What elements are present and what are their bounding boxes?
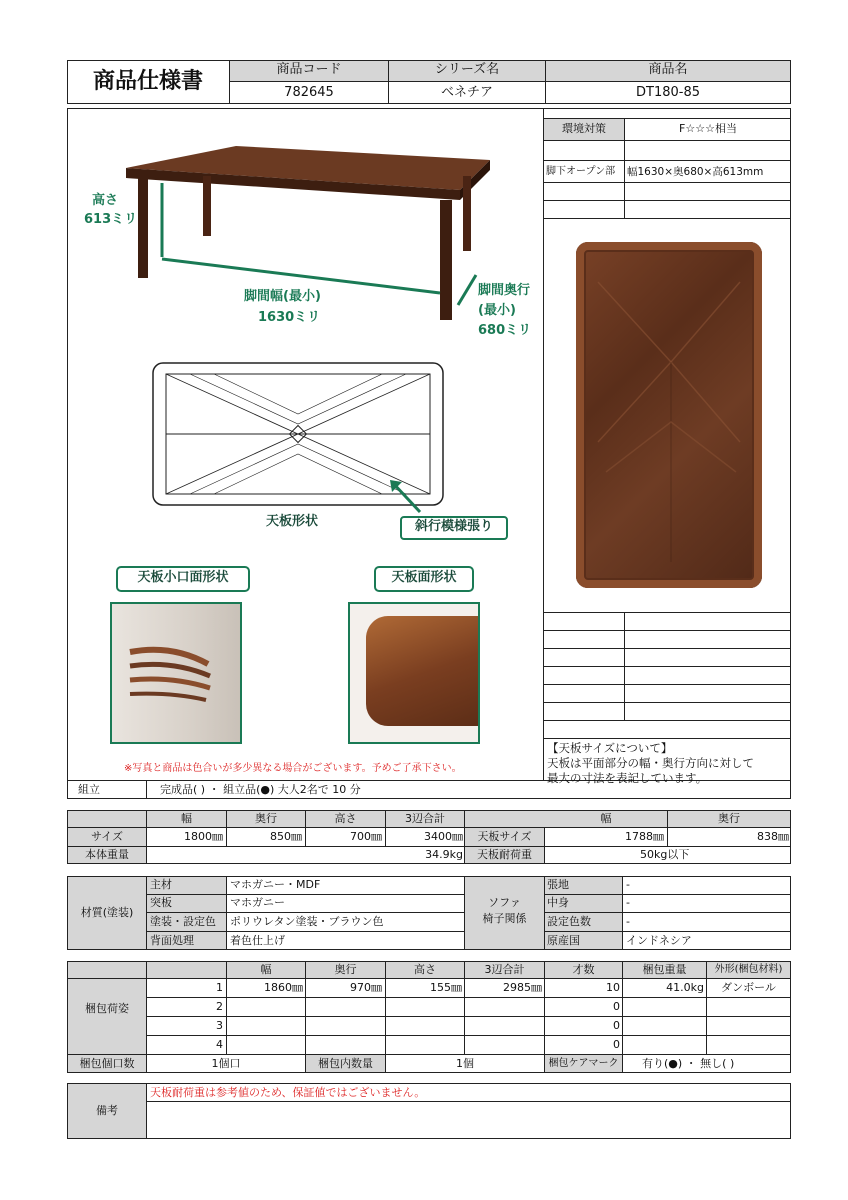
top-width: 1788㎜ [625,830,664,843]
sofa-value: インドネシア [626,934,692,947]
packing-row-number: 3 [216,1019,223,1032]
veneer-pattern [576,242,762,588]
material-key: 背面処理 [150,934,194,947]
remarks-text: 天板耐荷重は参考値のため、保証値ではございません。 [150,1086,426,1099]
size-header-height: 高さ [334,812,357,825]
product-name: DT180-85 [636,85,700,100]
care-mark-value: 有り(●) ・ 無し( ) [642,1057,735,1070]
sofa-key: 張地 [547,878,569,891]
material-value: ポリウレタン塗装・ブラウン色 [230,915,384,928]
packing-header: 幅 [260,963,272,976]
remarks-label: 備考 [96,1104,118,1117]
sofa-label-sub: 椅子関係 [482,912,527,925]
edge-shape-photo [110,602,242,744]
packing-header: 外形(梱包材料) [714,964,783,975]
packing-cell: ダンボール [721,981,776,994]
sofa-value: - [626,878,630,891]
env-label: 環境対策 [562,122,606,135]
leg-label: 脚下オープン部 [546,166,616,177]
tabletop-photo [576,242,762,588]
leg-value: 幅1630×奥680×高613mm [627,166,764,178]
sofa-key: 原産国 [547,934,580,947]
sofa-key: 中身 [547,896,569,909]
height-value: 613ミリ [84,212,138,227]
material-label: 材質(塗装) [80,906,134,919]
inner-qty-label: 梱包内数量 [318,1057,373,1070]
packing-header: 奥行 [334,963,357,976]
size-height: 700㎜ [350,830,382,843]
height-label: 高さ [92,193,119,208]
sofa-value: - [626,915,630,928]
package-count-label: 梱包個口数 [79,1057,135,1070]
top-depth: 838㎜ [757,830,789,843]
topsize-note-title: 【天板サイズについて】 [547,741,673,755]
series-label: シリーズ名 [434,62,500,77]
assembly-label: 組立 [78,783,100,796]
packing-header: 高さ [414,963,436,976]
care-mark-label: 梱包ケアマーク [548,1058,619,1069]
packing-header: 才数 [572,963,595,976]
topsize-note-line2: 天板は平面部分の幅・奥行方向に対して [547,756,754,770]
package-count: 1個口 [211,1057,241,1070]
size-sum: 3400㎜ [424,830,463,843]
size-header-sum: 3辺合計 [405,812,445,825]
assembly-value: 完成品( ) ・ 組立品(●) 大人2名で 10 分 [160,783,361,796]
topsize-note-line3: 最大の寸法を表記しています。 [547,771,708,785]
surface-shape-photo [348,602,480,744]
weight-value: 34.9kg [425,848,463,861]
size-width: 1800㎜ [184,830,223,843]
depth-label-sub: (最小) [478,303,516,318]
top-header-depth: 奥行 [718,812,740,825]
series-name: ベネチア [440,85,493,100]
size-header-width: 幅 [181,812,192,825]
packing-cell: 10 [606,981,620,994]
packing-cell: 155㎜ [430,981,462,994]
packing-cell: 970㎜ [350,981,382,994]
top-header-width: 幅 [600,812,612,825]
photo-note: ※写真と商品は色合いが多少異なる場合がございます。予めご了承下さい。 [124,763,462,774]
load-value: 50kg以下 [640,848,690,861]
material-key: 突板 [150,896,172,909]
weight-label: 本体重量 [85,848,129,861]
packing-row-number: 4 [216,1038,223,1051]
packing-cell: 0 [613,1019,620,1032]
packing-header: 梱包重量 [642,963,687,976]
product-code: 782645 [284,85,334,100]
depth-label: 脚間奥行 [478,283,531,298]
inner-qty: 1個 [456,1057,474,1070]
sofa-value: - [626,896,630,909]
packing-cell: 41.0kg [666,981,704,994]
packing-cell: 0 [613,1038,620,1051]
width-value: 1630ミリ [258,310,321,325]
env-value: F☆☆☆相当 [679,122,737,135]
packing-cell: 1860㎜ [264,981,303,994]
code-label: 商品コード [276,62,342,77]
material-value: マホガニー・MDF [230,878,321,891]
top-shape-label: 天板形状 [266,514,319,529]
page-title: 商品仕様書 [92,69,203,94]
veneer-arrow [388,478,428,518]
material-value: 着色仕上げ [230,934,285,947]
packing-row-number: 1 [216,981,223,994]
material-value: マホガニー [230,896,285,909]
material-key: 塗装・設定色 [150,915,216,928]
width-label: 脚間幅(最小) [244,289,321,304]
top-size-label: 天板サイズ [477,830,532,843]
packing-cell: 2985㎜ [503,981,542,994]
sofa-label: ソファ [488,896,521,909]
packing-label: 梱包荷姿 [85,1002,129,1015]
packing-row-number: 2 [216,1000,223,1013]
size-label: サイズ [90,830,124,843]
size-header-depth: 奥行 [255,812,277,825]
surface-shape-label: 天板面形状 [391,570,457,585]
load-label: 天板耐荷重 [477,848,532,861]
veneer-label: 斜行模様張り [414,519,493,534]
sofa-key: 設定色数 [547,915,591,928]
name-label: 商品名 [648,62,688,77]
packing-header: 3辺合計 [484,963,525,976]
material-key: 主材 [150,878,172,891]
size-depth: 850㎜ [270,830,302,843]
packing-cell: 0 [613,1000,620,1013]
edge-shape-label: 天板小口面形状 [137,570,229,585]
depth-value: 680ミリ [478,323,532,338]
